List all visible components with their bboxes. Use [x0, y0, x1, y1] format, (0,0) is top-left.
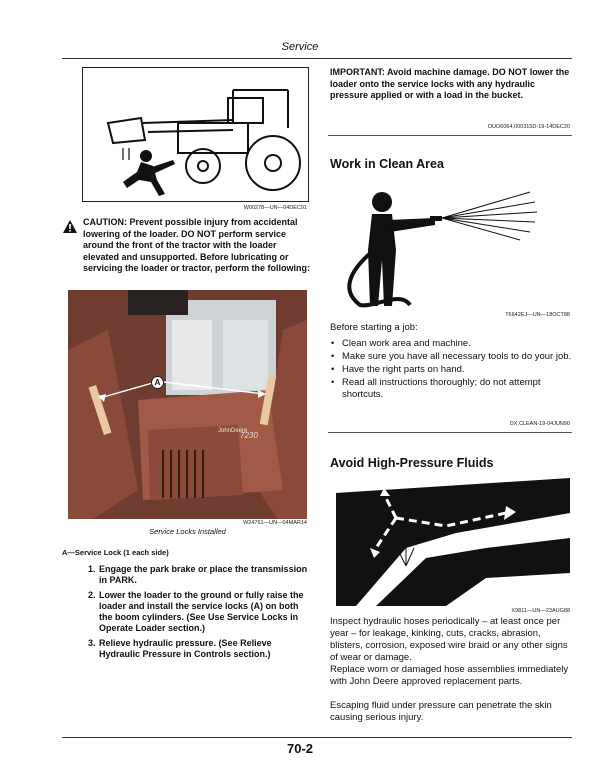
doc-code: DX,CLEAN-19-04JUN90	[509, 421, 570, 427]
callout-a: A	[151, 376, 164, 389]
tractor-loader-drawing	[83, 68, 308, 201]
caution-text: CAUTION: Prevent possible injury from accidental lowering of the loader. DO NOT perform service around the front of the tractor with the loader elevated and unsupported. Before lubricating or servicing the loader or tractor, perform the following:	[83, 217, 311, 273]
list-item: • Have the right parts on hand.	[330, 364, 572, 376]
list-item: • Make sure you have all necessary tools to do your job.	[330, 351, 572, 363]
figure-code: W24761—UN—04MAR14	[243, 520, 307, 526]
figure-caption: Service Locks Installed	[149, 527, 226, 536]
photo-model-text: 7230	[240, 431, 258, 440]
footer-rule	[62, 737, 572, 738]
photo-brand-text: JohnDeere	[218, 428, 248, 434]
caution-icon	[62, 219, 78, 235]
fluids-paragraph-1: Inspect hydraulic hoses periodically – at least once per year – for leakage, kinking, cuts, cracks, abrasion, blisters, corrosion, exposed wire braid or any other signs of wear or damage.	[330, 616, 568, 663]
figure-code: W00278—UN—04DEC91	[243, 205, 307, 211]
step-item: 3. Relieve hydraulic pressure. (See Relieve Hydraulic Pressure in Controls section.)	[88, 638, 272, 659]
doc-code: OUO6064,000315D-19-14DEC20	[487, 124, 570, 130]
figure-legend: A—Service Lock (1 each side)	[62, 548, 169, 557]
step-item: 1. Engage the park brake or place the transmission in PARK.	[88, 564, 308, 585]
running-header: Service	[281, 41, 319, 53]
section-divider	[328, 135, 572, 136]
fluids-paragraph-3: Escaping fluid under pressure can penetrate the skin causing serious injury.	[330, 700, 552, 723]
section-title-fluids: Avoid High-Pressure Fluids	[330, 456, 494, 470]
fluids-paragraph-2: Replace worn or damaged hose assemblies immediately with John Deere approved replacement parts.	[330, 664, 569, 687]
section-title-clean: Work in Clean Area	[330, 157, 444, 171]
clean-bullets	[330, 338, 572, 402]
important-note: IMPORTANT: Avoid machine damage. DO NOT lower the loader onto the service locks with any hydraulic pressure applied or with a load in the bucket.	[330, 67, 570, 100]
figure-code: X9811—UN—23AUG88	[511, 608, 570, 614]
header-rule	[62, 58, 572, 59]
service-locks-photo	[68, 290, 307, 519]
pressure-washer-illustration	[330, 180, 572, 310]
list-item: • Clean work area and machine.	[330, 338, 572, 350]
step-item: 2. Lower the loader to the ground or fully raise the loader and install the service locks (A) on both the boom cylinders. (See Use Service Locks in Operate Loader section.)	[88, 590, 304, 633]
figure-code: T6642EJ—UN—18OCT88	[505, 312, 570, 318]
high-pressure-illustration	[336, 478, 570, 608]
steps-list	[88, 564, 308, 664]
page-number: 70-2	[286, 741, 314, 756]
list-item: • Read all instructions thoroughly; do not attempt shortcuts.	[330, 377, 572, 401]
loader-safety-illustration	[82, 67, 309, 202]
section-divider	[328, 432, 572, 433]
clean-intro: Before starting a job:	[330, 322, 418, 333]
